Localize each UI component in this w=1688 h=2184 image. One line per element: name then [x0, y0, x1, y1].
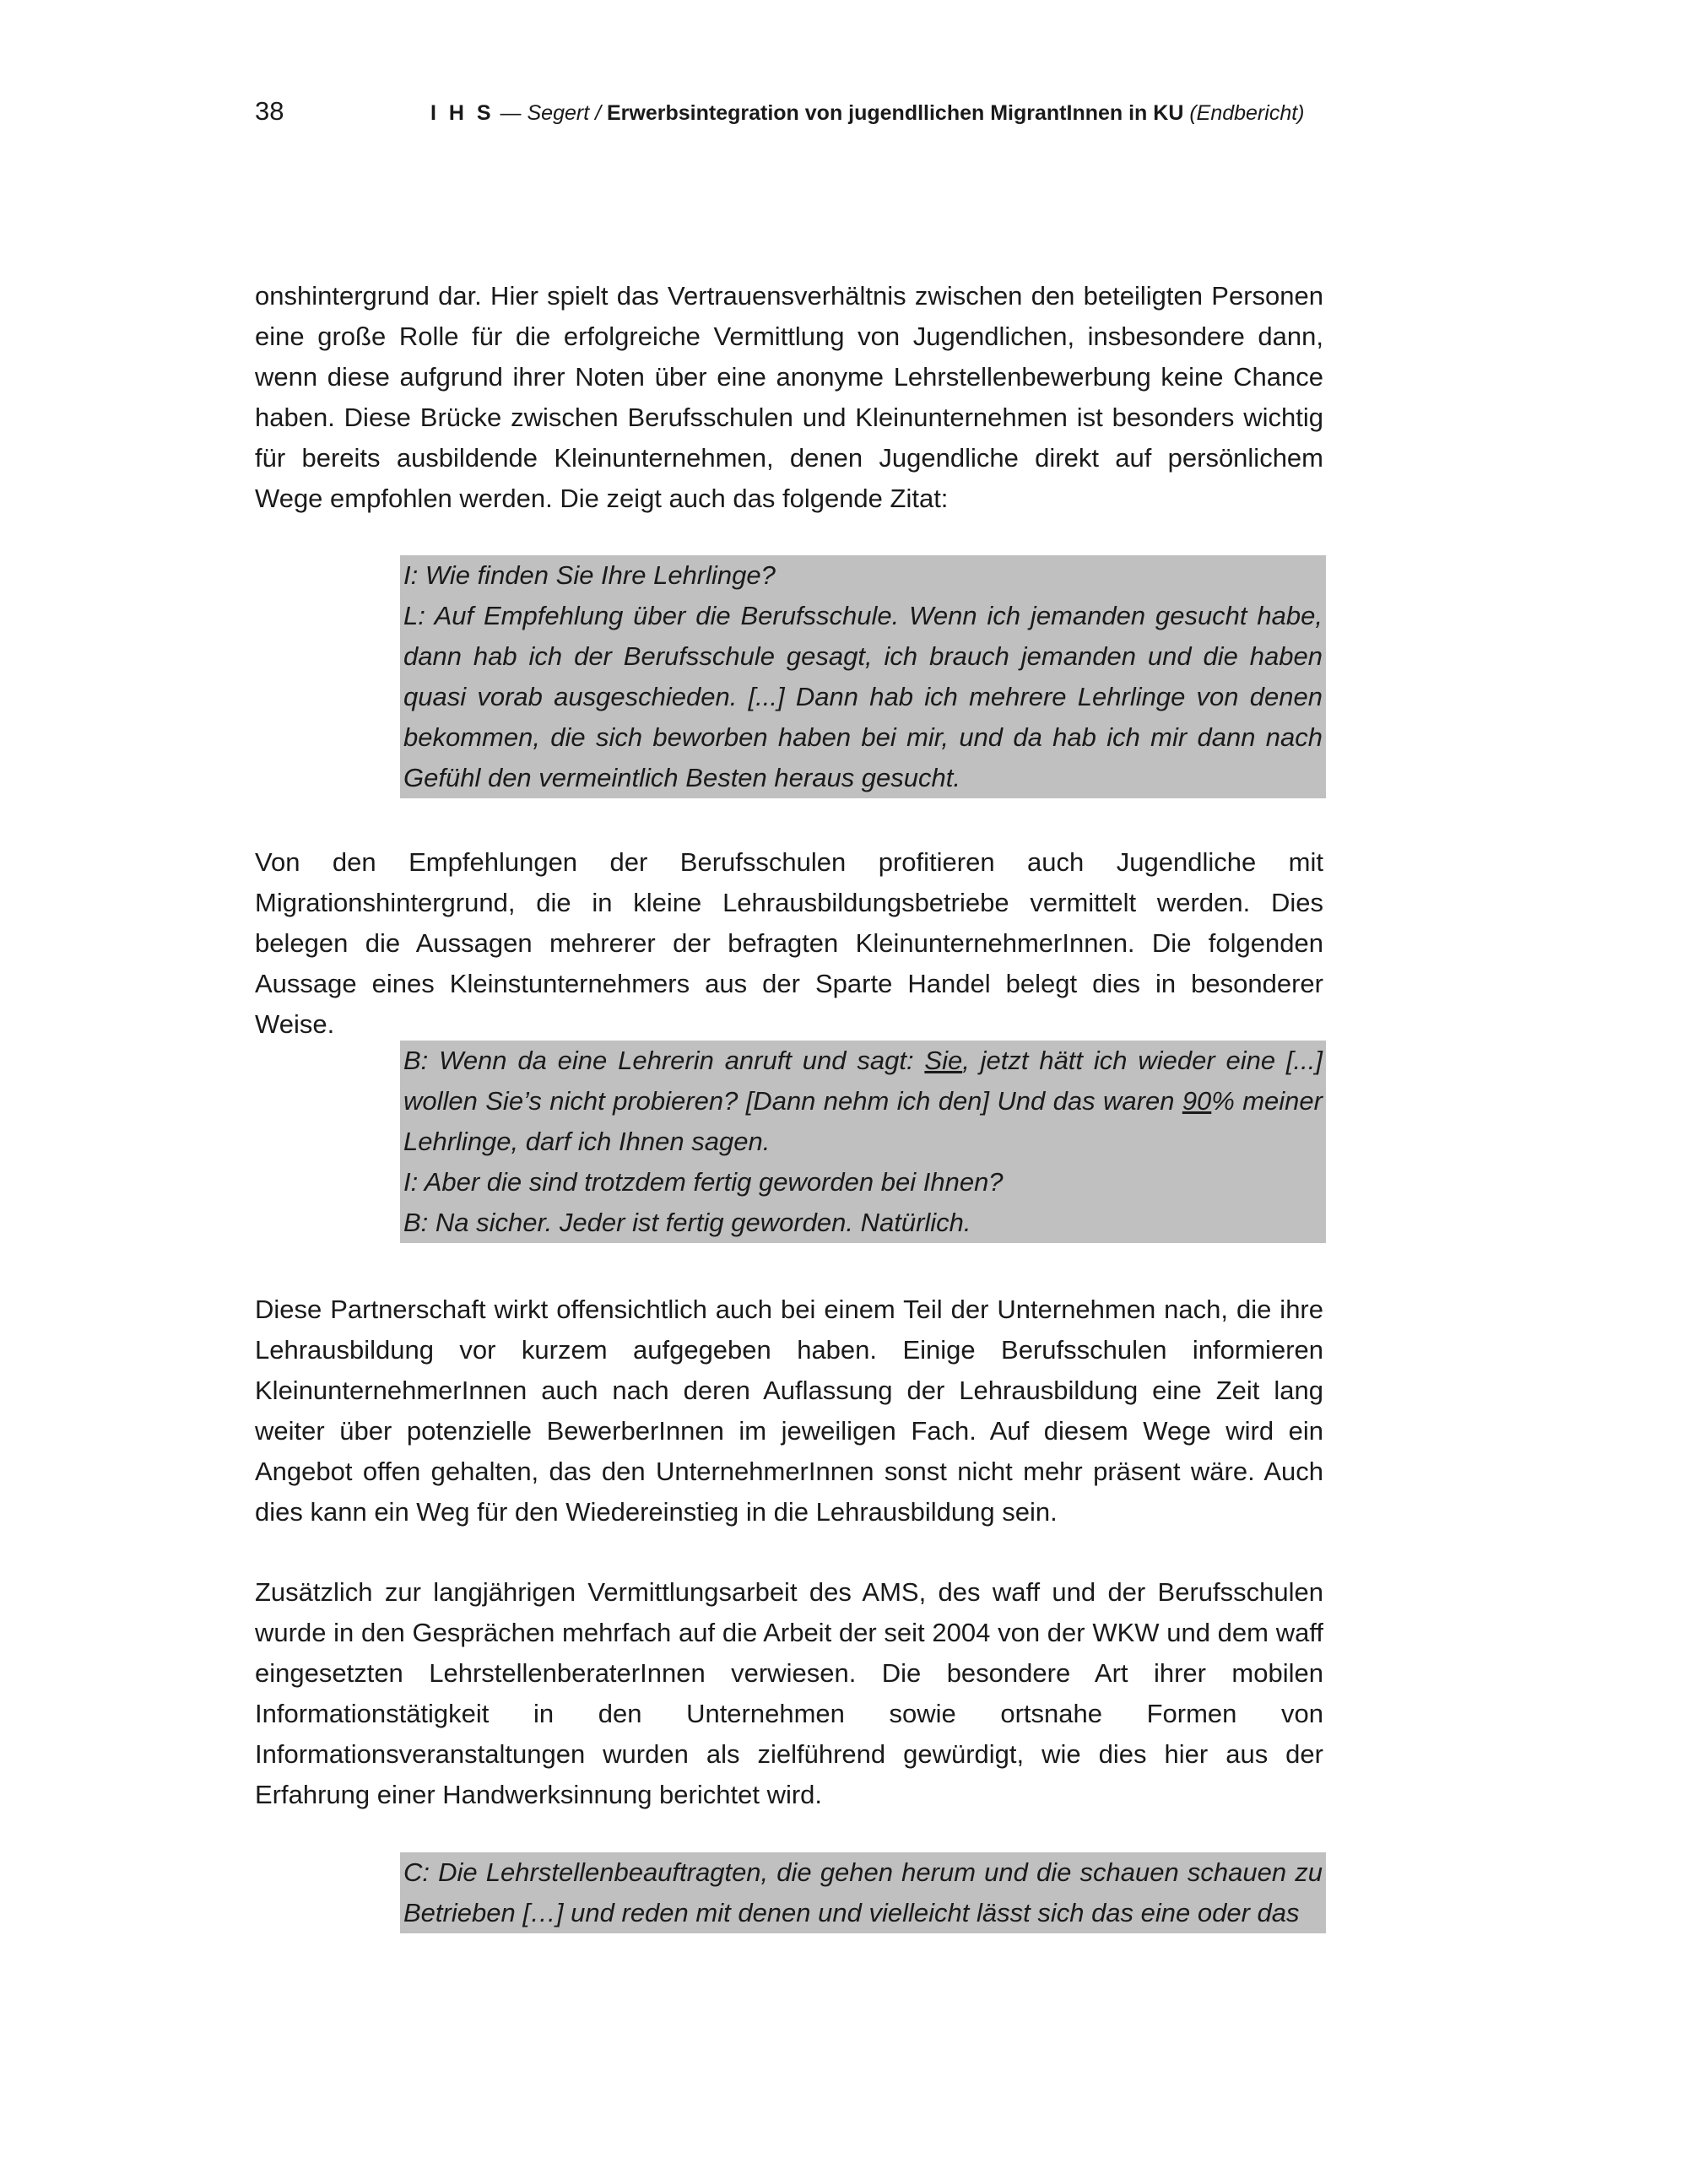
page-number: 38 [255, 96, 284, 126]
header-dash: — [494, 101, 528, 125]
header-slash: / [589, 101, 607, 125]
header-title: Erwerbsintegration von jugendllichen MigrantInnen in KU [607, 101, 1184, 125]
interview-quote-1 [400, 555, 1326, 798]
quote-2-underlined-90: 90 [1182, 1086, 1212, 1116]
header-report: (Endbericht) [1183, 101, 1305, 125]
quote-1-line-1: I: Wie finden Sie Ihre Lehrlinge? [403, 560, 776, 590]
header-author: Segert [527, 101, 590, 125]
quote-1-line-2: L: Auf Empfehlung über die Berufsschule. Wenn ich jemanden gesucht habe, dann hab ich der Berufsschule gesagt, ich brauch jemanden und die haben quasi vorab ausgeschieden. [...] Dann hab ich mehrere Lehrlinge von denen bekommen, die sich beworben haben bei mir, und da hab ich mir dann nach Gefühl den vermeintlich Besten heraus gesucht. [403, 601, 1323, 792]
quote-2-i-line: I: Aber die sind trotzdem fertig geworden bei Ihnen? [403, 1167, 1004, 1197]
quote-3-line-1: C: Die Lehrstellenbeauftragten, die gehen herum und die schauen schauen zu Betrieben […] und reden mit denen und vielleicht lässt sich das eine oder das [403, 1857, 1323, 1927]
quote-2-b-line-1 [403, 1041, 1323, 1162]
body-paragraph-2: Von den Empfehlungen der Berufsschulen profitieren auch Jugendliche mit Migrationshintergrund, die in kleine Lehrausbildungsbetriebe vermittelt werden. Dies belegen die Aussagen mehrerer der befragten KleinunternehmerInnen. Die folgenden Aussage eines Kleinstunternehmers aus der Sparte Handel belegt dies in besonderer Weise. [255, 847, 1323, 1039]
header-org: I H S [430, 101, 495, 125]
quote-2-b1-mid: , jetzt hätt ich wieder eine [...] wollen Sie’s nicht probieren? [Dann nehm ich den] Und das waren [403, 1046, 1323, 1116]
quote-2-b1-post: % meiner Lehrlinge, darf ich Ihnen sagen. [403, 1086, 1323, 1156]
running-header [430, 99, 1305, 127]
interview-quote-3 [400, 1852, 1326, 1933]
quote-2-b-line-2: B: Na sicher. Jeder ist fertig geworden. Natürlich. [403, 1208, 971, 1237]
body-paragraph-4: Zusätzlich zur langjährigen Vermittlungsarbeit des AMS, des waff und der Berufsschulen wurde in den Gesprächen mehrfach auf die Arbeit der seit 2004 von der WKW und dem waff eingesetzten LehrstellenberaterInnen verwiesen. Die besondere Art ihrer mobilen Informationstätigkeit in den Unternehmen sowie ortsnahe Formen von Informationsveranstaltungen wurden als zielführend gewürdigt, wie dies hier aus der Erfahrung einer Handwerksinnung berichtet wird. [255, 1577, 1323, 1809]
quote-2-underlined-sie: Sie [924, 1046, 963, 1075]
interview-quote-2 [400, 1041, 1326, 1243]
body-paragraph-1: onshintergrund dar. Hier spielt das Vertrauensverhältnis zwischen den beteiligten Personen eine große Rolle für die erfolgreiche Vermittlung von Jugendlichen, insbesondere dann, wenn diese aufgrund ihrer Noten über eine anonyme Lehrstellenbewerbung keine Chance haben. Diese Brücke zwischen Berufsschulen und Kleinunternehmen ist besonders wichtig für bereits ausbildende Kleinunternehmen, denen Jugendliche direkt auf persönlichem Wege empfohlen werden. Die zeigt auch das folgende Zitat: [255, 281, 1323, 513]
quote-2-b1-pre: B: Wenn da eine Lehrerin anruft und sagt: [403, 1046, 925, 1075]
body-paragraph-3: Diese Partnerschaft wirkt offensichtlich auch bei einem Teil der Unternehmen nach, die ihre Lehrausbildung vor kurzem aufgegeben haben. Einige Berufsschulen informieren KleinunternehmerInnen auch nach deren Auflassung der Lehrausbildung eine Zeit lang weiter über potenzielle BewerberInnen im jeweiligen Fach. Auf diesem Wege wird ein Angebot offen gehalten, das den UnternehmerInnen sonst nicht mehr präsent wäre. Auch dies kann ein Weg für den Wiedereinstieg in die Lehrausbildung sein. [255, 1295, 1323, 1527]
